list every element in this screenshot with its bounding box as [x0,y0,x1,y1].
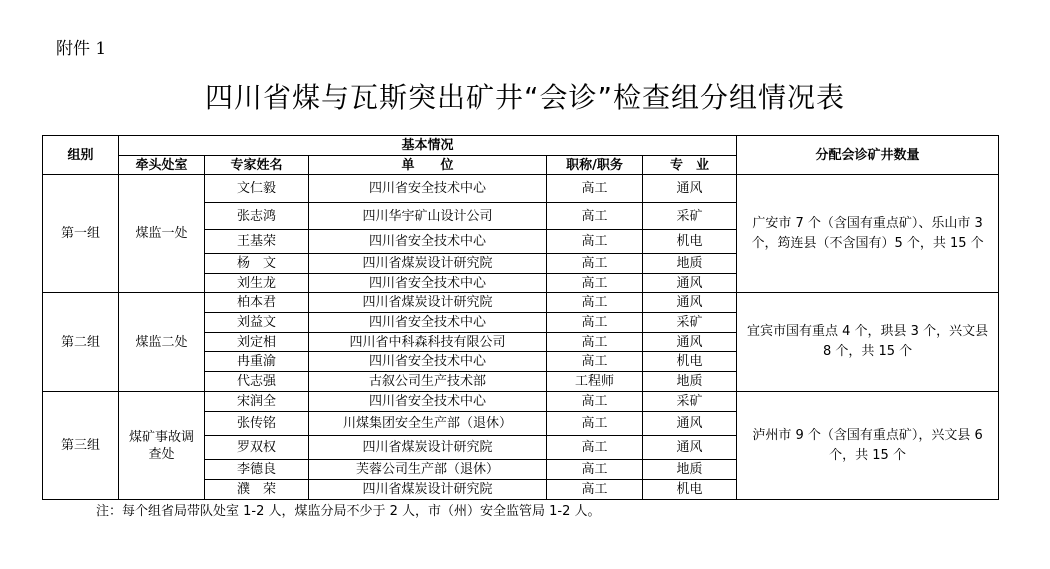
table-row [43,293,999,313]
header-specialty: 专 业 [643,156,737,175]
table-row [43,392,999,412]
expert-specialty: 采矿 [643,313,737,333]
group-name: 第一组 [43,175,119,293]
expert-title: 高工 [547,274,643,293]
mine-allocation: 广安市 7 个（含国有重点矿）、乐山市 3 个，筠连县（不含国有）5 个，共 15 个 [737,175,999,293]
expert-unit: 川煤集团安全生产部（退休） [309,412,547,436]
header-expert-name: 专家姓名 [205,156,309,175]
header-group: 组别 [43,136,119,175]
header-basic-info: 基本情况 [119,136,737,156]
expert-title: 高工 [547,313,643,333]
expert-unit: 古叙公司生产技术部 [309,372,547,392]
lead-office: 煤监一处 [119,175,205,293]
expert-name: 杨 文 [205,254,309,274]
table-row [43,175,999,203]
expert-unit: 四川省安全技术中心 [309,230,547,254]
expert-name: 张志鸿 [205,203,309,230]
expert-title: 高工 [547,480,643,500]
expert-name: 代志强 [205,372,309,392]
expert-specialty: 通风 [643,293,737,313]
expert-title: 高工 [547,352,643,372]
expert-unit: 四川省安全技术中心 [309,274,547,293]
expert-specialty: 采矿 [643,392,737,412]
lead-office: 煤矿事故调查处 [119,392,205,500]
expert-specialty: 通风 [643,333,737,352]
expert-title: 高工 [547,333,643,352]
expert-specialty: 机电 [643,480,737,500]
expert-specialty: 通风 [643,175,737,203]
assignment-table [42,135,999,500]
expert-title: 高工 [547,460,643,480]
mine-allocation: 宜宾市国有重点 4 个，珙县 3 个，兴文县 8 个，共 15 个 [737,293,999,392]
expert-title: 高工 [547,230,643,254]
expert-name: 刘益文 [205,313,309,333]
expert-title: 工程师 [547,372,643,392]
group-name: 第二组 [43,293,119,392]
expert-name: 刘生龙 [205,274,309,293]
document-title: 四川省煤与瓦斯突出矿井“会诊”检查组分组情况表 [204,81,845,114]
header-mine-count: 分配会诊矿井数量 [737,136,999,175]
expert-specialty: 通风 [643,412,737,436]
header-unit: 单 位 [309,156,547,175]
expert-name: 罗双权 [205,436,309,460]
expert-unit: 四川省煤炭设计研究院 [309,480,547,500]
expert-title: 高工 [547,293,643,313]
expert-title: 高工 [547,392,643,412]
expert-specialty: 机电 [643,352,737,372]
expert-title: 高工 [547,203,643,230]
group-name: 第三组 [43,392,119,500]
expert-name: 王基荣 [205,230,309,254]
expert-specialty: 通风 [643,436,737,460]
header-title-position: 职称/职务 [547,156,643,175]
expert-name: 濮 荣 [205,480,309,500]
expert-name: 冉重渝 [205,352,309,372]
expert-unit: 四川省安全技术中心 [309,175,547,203]
footnote: 注：每个组省局带队处室 1-2 人，煤监分局不少于 2 人，市（州）安全监管局 1-2 人。 [96,504,601,519]
expert-specialty: 地质 [643,372,737,392]
expert-title: 高工 [547,175,643,203]
expert-name: 刘定相 [205,333,309,352]
expert-name: 宋润全 [205,392,309,412]
expert-unit: 四川省煤炭设计研究院 [309,293,547,313]
expert-specialty: 地质 [643,460,737,480]
mine-allocation: 泸州市 9 个（含国有重点矿），兴文县 6 个，共 15 个 [737,392,999,500]
expert-title: 高工 [547,412,643,436]
expert-unit: 四川省安全技术中心 [309,392,547,412]
lead-office: 煤监二处 [119,293,205,392]
expert-name: 李德良 [205,460,309,480]
attachment-label: 附件 1 [56,39,107,59]
expert-name: 文仁毅 [205,175,309,203]
expert-specialty: 通风 [643,274,737,293]
expert-unit: 四川省煤炭设计研究院 [309,254,547,274]
expert-specialty: 地质 [643,254,737,274]
expert-unit: 四川省安全技术中心 [309,313,547,333]
expert-unit: 四川省中科森科技有限公司 [309,333,547,352]
expert-specialty: 采矿 [643,203,737,230]
expert-name: 张传铭 [205,412,309,436]
expert-unit: 四川华宇矿山设计公司 [309,203,547,230]
expert-unit: 芙蓉公司生产部（退休） [309,460,547,480]
expert-specialty: 机电 [643,230,737,254]
header-lead-office: 牵头处室 [119,156,205,175]
expert-title: 高工 [547,436,643,460]
expert-unit: 四川省煤炭设计研究院 [309,436,547,460]
expert-unit: 四川省安全技术中心 [309,352,547,372]
expert-name: 柏本君 [205,293,309,313]
expert-title: 高工 [547,254,643,274]
